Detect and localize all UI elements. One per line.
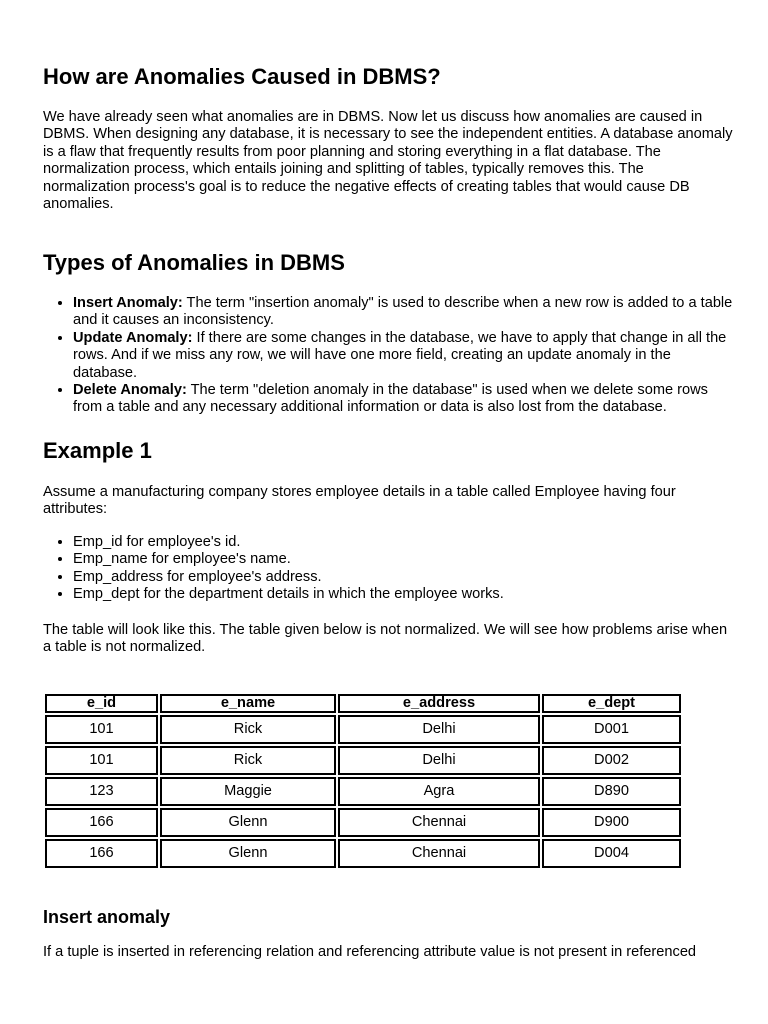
- table-cell: D890: [542, 777, 681, 806]
- list-item: • Emp_id for employee's id.: [73, 534, 733, 551]
- table-header-row: [45, 694, 681, 713]
- table-cell: Rick: [160, 715, 336, 744]
- table-cell: Chennai: [338, 808, 540, 837]
- table-cell: Maggie: [160, 777, 336, 806]
- table-intro-paragraph: The table will look like this. The table given below is not normalized. We will see how problems arise when a table is not normalized.: [43, 622, 728, 656]
- example-paragraph: Assume a manufacturing company stores employee details in a table called Employee having four attributes:: [43, 484, 676, 518]
- list-item: • Emp_name for employee's name.: [73, 551, 733, 568]
- anomaly-types-list: [43, 295, 733, 417]
- table-cell: D004: [542, 839, 681, 868]
- heading-how-anomalies-caused: How are Anomalies Caused in DBMS?: [43, 64, 441, 89]
- table-cell: Chennai: [338, 839, 540, 868]
- table-cell: 166: [45, 839, 158, 868]
- column-header-e-dept: e_dept: [542, 694, 681, 713]
- table-cell: Glenn: [160, 839, 336, 868]
- list-item-update-anomaly: [73, 330, 733, 382]
- table-row: [45, 808, 681, 837]
- column-header-e-name: e_name: [160, 694, 336, 713]
- table-cell: Glenn: [160, 808, 336, 837]
- list-item-delete-anomaly: [73, 382, 733, 417]
- table-cell: 166: [45, 808, 158, 837]
- attributes-list: [43, 534, 733, 604]
- term-description: The term "deletion anomaly in the database" is used when we delete some rows from a table and any necessary additional information or data is also lost from the database.: [73, 382, 708, 416]
- term-label: Update Anomaly:: [73, 329, 193, 346]
- table-cell: D002: [542, 746, 681, 775]
- heading-types-of-anomalies: Types of Anomalies in DBMS: [43, 250, 345, 275]
- insert-anomaly-paragraph: If a tuple is inserted in referencing relation and referencing attribute value is not present in referenced: [43, 944, 697, 960]
- term-description: The term "insertion anomaly" is used to describe when a new row is added to a table and it causes an inconsistency.: [73, 295, 733, 329]
- table-row: [45, 715, 681, 744]
- table-cell: 123: [45, 777, 158, 806]
- employee-table: [43, 692, 683, 870]
- list-item: • Emp_dept for the department details in which the employee works.: [73, 586, 733, 603]
- table-cell: D900: [542, 808, 681, 837]
- table-row: [45, 839, 681, 868]
- table-cell: Agra: [338, 777, 540, 806]
- list-item-insert-anomaly: [73, 295, 733, 330]
- table-cell: D001: [542, 715, 681, 744]
- term-description: If there are some changes in the database, we have to apply that change in all the rows. And if we miss any row, we will have one more field, creating an update anomaly in the database.: [73, 329, 727, 381]
- column-header-e-address: e_address: [338, 694, 540, 713]
- term-label: Delete Anomaly:: [73, 382, 187, 399]
- table-cell: Rick: [160, 746, 336, 775]
- table-cell: Delhi: [338, 746, 540, 775]
- table-row: [45, 746, 681, 775]
- column-header-e-id: e_id: [45, 694, 158, 713]
- table-cell: 101: [45, 715, 158, 744]
- table-cell: 101: [45, 746, 158, 775]
- heading-insert-anomaly: Insert anomaly: [43, 907, 171, 927]
- term-label: Insert Anomaly:: [73, 295, 183, 311]
- heading-example-1: Example 1: [43, 438, 152, 463]
- table-row: [45, 777, 681, 806]
- list-item: • Emp_address for employee's address.: [73, 569, 733, 586]
- intro-paragraph: We have already seen what anomalies are in DBMS. Now let us discuss how anomalies are caused in DBMS. When designing any database, it is necessary to see the independent entities. A database anomaly is a flaw that frequently results from poor planning and storing everything in a flat database. The normalization process, which entails joining and splitting of tables, typically removes this. The normalization process's goal is to reduce the negative effects of creating tables that would cause DB anomalies.: [43, 109, 733, 213]
- table-cell: Delhi: [338, 715, 540, 744]
